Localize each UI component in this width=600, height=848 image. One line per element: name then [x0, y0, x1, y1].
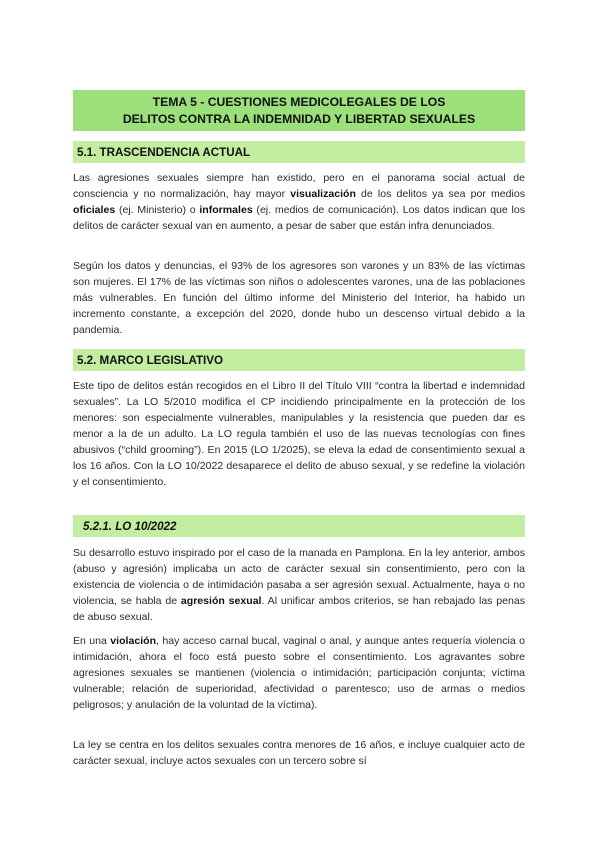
section-heading-trascendencia: 5.1. TRASCENDENCIA ACTUAL: [73, 141, 525, 163]
text-run: Este tipo de delitos están recogidos en el Libro II del Título VIII “contra la libertad e indemnidad sexuales”. La LO 5/2010 modifica el CP incidiendo principalmente en la protección de los menores: son especialmente vulnerables, manipulables y la resistencia que pueden dar es menor a la de un adulto. La LO regula también el uso de las nuevas tecnologías con fines abusivos (“child grooming”). En 2015 (LO 1/2025), se eleva la edad de consentimiento sexual a los 16 años. Con la LO 10/2022 desaparece el delito de abuso sexual, y se redefine la violación y el consentimiento.: [73, 380, 525, 488]
text-run: Su desarrollo estuvo inspirado por el caso de la manada en Pamplona. En la ley anterior, ambos (abuso y agresión) implicaba un acto de carácter sexual sin consentimiento, pero con la existencia de violencia o de intimidación pasaba a ser agresión sexual. Actualmente, haya o no violencia, se habla de: [73, 547, 525, 607]
bold-term: informales: [199, 204, 253, 216]
paragraph: [73, 545, 525, 625]
section-heading-marco-legislativo: 5.2. MARCO LEGISLATIVO: [73, 349, 525, 371]
text-run: . Al unificar ambos criterios, se han rebajado las penas de abuso sexual.: [73, 595, 526, 623]
paragraph: [73, 378, 525, 490]
text-run: (ej. medios de comunicación). Los datos indican que los delitos de carácter sexual van en aumento, a pesar de saber que están infra denunciados.: [73, 204, 525, 232]
title-line-2: DELITOS CONTRA LA INDEMNIDAD Y LIBERTAD SEXUALES: [122, 111, 476, 126]
text-run: de los delitos ya sea por medios: [355, 188, 525, 200]
paragraph: [73, 737, 525, 769]
text-run: La ley se centra en los delitos sexuales contra menores de 16 años, e incluye cualquier acto de carácter sexual, incluye actos sexuales con un tercero sobre sí: [73, 739, 525, 767]
subsection-heading-lo-10-2022: 5.2.1. LO 10/2022: [73, 515, 525, 537]
paragraph: [73, 258, 525, 338]
bold-term: agresión sexual: [180, 595, 262, 607]
text-run: Según los datos y denuncias, el 93% de los agresores son varones y un 83% de las víctimas son mujeres. El 17% de las víctimas son niños o adolescentes varones, una de las poblaciones más vulnerables. En función del último informe del Ministerio del Interior, ha habido un incremento constante, a excepción del 2020, donde hubo un descenso virtual debido a la pandemia.: [73, 260, 525, 336]
bold-term: visualización: [290, 188, 356, 200]
paragraph: [73, 633, 525, 713]
text-run: (ej. Ministerio) o: [115, 204, 200, 216]
document-title: [73, 90, 525, 131]
text-run: En una: [73, 635, 111, 647]
paragraph: [73, 170, 525, 234]
title-line-1: TEMA 5 - CUESTIONES MEDICOLEGALES DE LOS: [152, 94, 446, 109]
text-run: Las agresiones sexuales siempre han existido, pero en el panorama social actual de consciencia y no normalización, hay mayor: [73, 172, 525, 200]
text-run: , hay acceso carnal bucal, vaginal o anal, y aunque antes requería violencia o intimidación, ahora el foco está puesto sobre el consentimiento. Los agravantes sobre agresiones sexuales se mantienen (violencia o intimidación; participación conjunta; víctima vulnerable; relación de superioridad, afectividad o parentesco; uso de armas o medios peligrosos; y anulación de la voluntad de la víctima).: [73, 635, 525, 711]
bold-term: oficiales: [73, 204, 116, 216]
bold-term: violación: [110, 635, 157, 647]
